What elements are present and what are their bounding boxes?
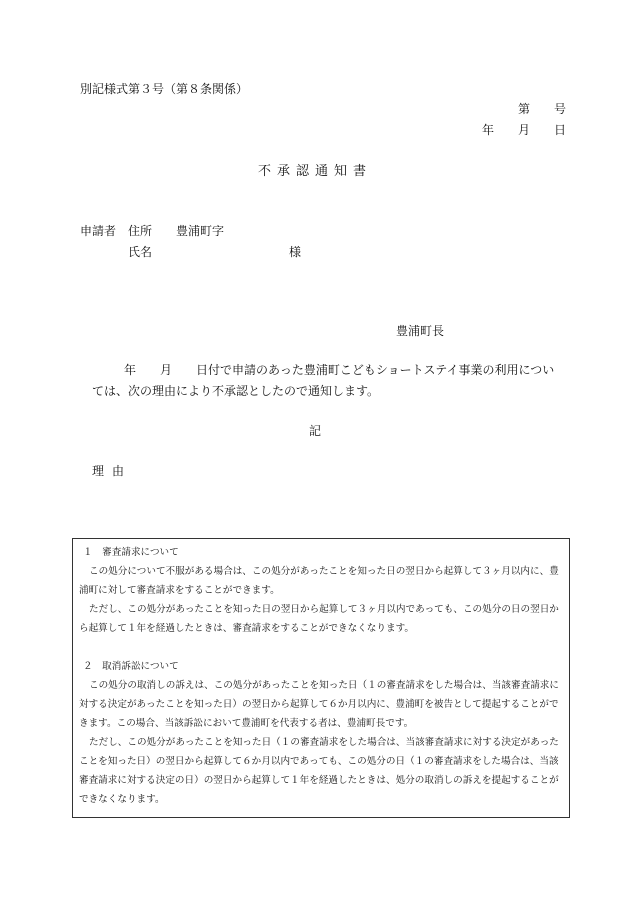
name-label: 氏名 [128,245,153,259]
appeal-notice-box [72,538,570,818]
document-number: 第 号 [517,102,566,116]
section-2-paragraph-2: ただし、この処分があったことを知った日（１の審査請求をした場合は、当該審査請求に対する決定があったことを知った日）の翌日から起算して６か月以内であっても、この処分の日（１の審査請求をした場合は、当該審査請求に対する決定の日）の翌日から起算して１年を経過したときは、処分の取消しの訴えを提起することができなくなります。 [79,737,559,805]
section-1-paragraph-2: ただし、この処分があったことを知った日の翌日から起算して３ヶ月以内であっても、この処分の日の翌日から起算して１年を経過したときは、審査請求をすることができなくなります。 [79,604,559,634]
address-label: 住所 [128,224,153,238]
section-2-paragraph-1: この処分の取消しの訴えは、この処分があったことを知った日（１の審査請求をした場合は、当該審査請求に対する決定があったことを知った日）の翌日から起算して６か月以内に、豊浦町を被告として提起することができます。この場合、当該訴訟において豊浦町を代表する者は、豊浦町長です。 [79,680,559,729]
body-line-1: 年 月 日付で申請のあった豊浦町こどもショートステイ事業の利用につい [124,363,555,377]
applicant-label: 申請者 [80,224,117,238]
issue-date: 年 月 日 [481,123,566,137]
document-title: 不承認通知書 [257,164,372,179]
address-value: 豊浦町字 [176,224,225,238]
section-1-title: １ 審査請求について [83,547,179,558]
ki-mark: 記 [308,424,321,438]
reason-label: 理由 [92,464,133,478]
body-line-2: ては、次の理由により不承認としたので通知します。 [92,384,380,398]
honorific: 様 [289,245,302,259]
body-paragraph [80,360,570,402]
section-1-paragraph-1: この処分について不服がある場合は、この処分があったことを知った日の翌日から起算して３ヶ月以内に、豊浦町に対して審査請求をすることができます。 [79,566,559,596]
issuer: 豊浦町長 [396,324,445,338]
form-number: 別記様式第３号（第８条関係） [80,82,249,96]
section-2-title: ２ 取消訴訟について [83,661,179,672]
section-spacer [79,638,563,657]
